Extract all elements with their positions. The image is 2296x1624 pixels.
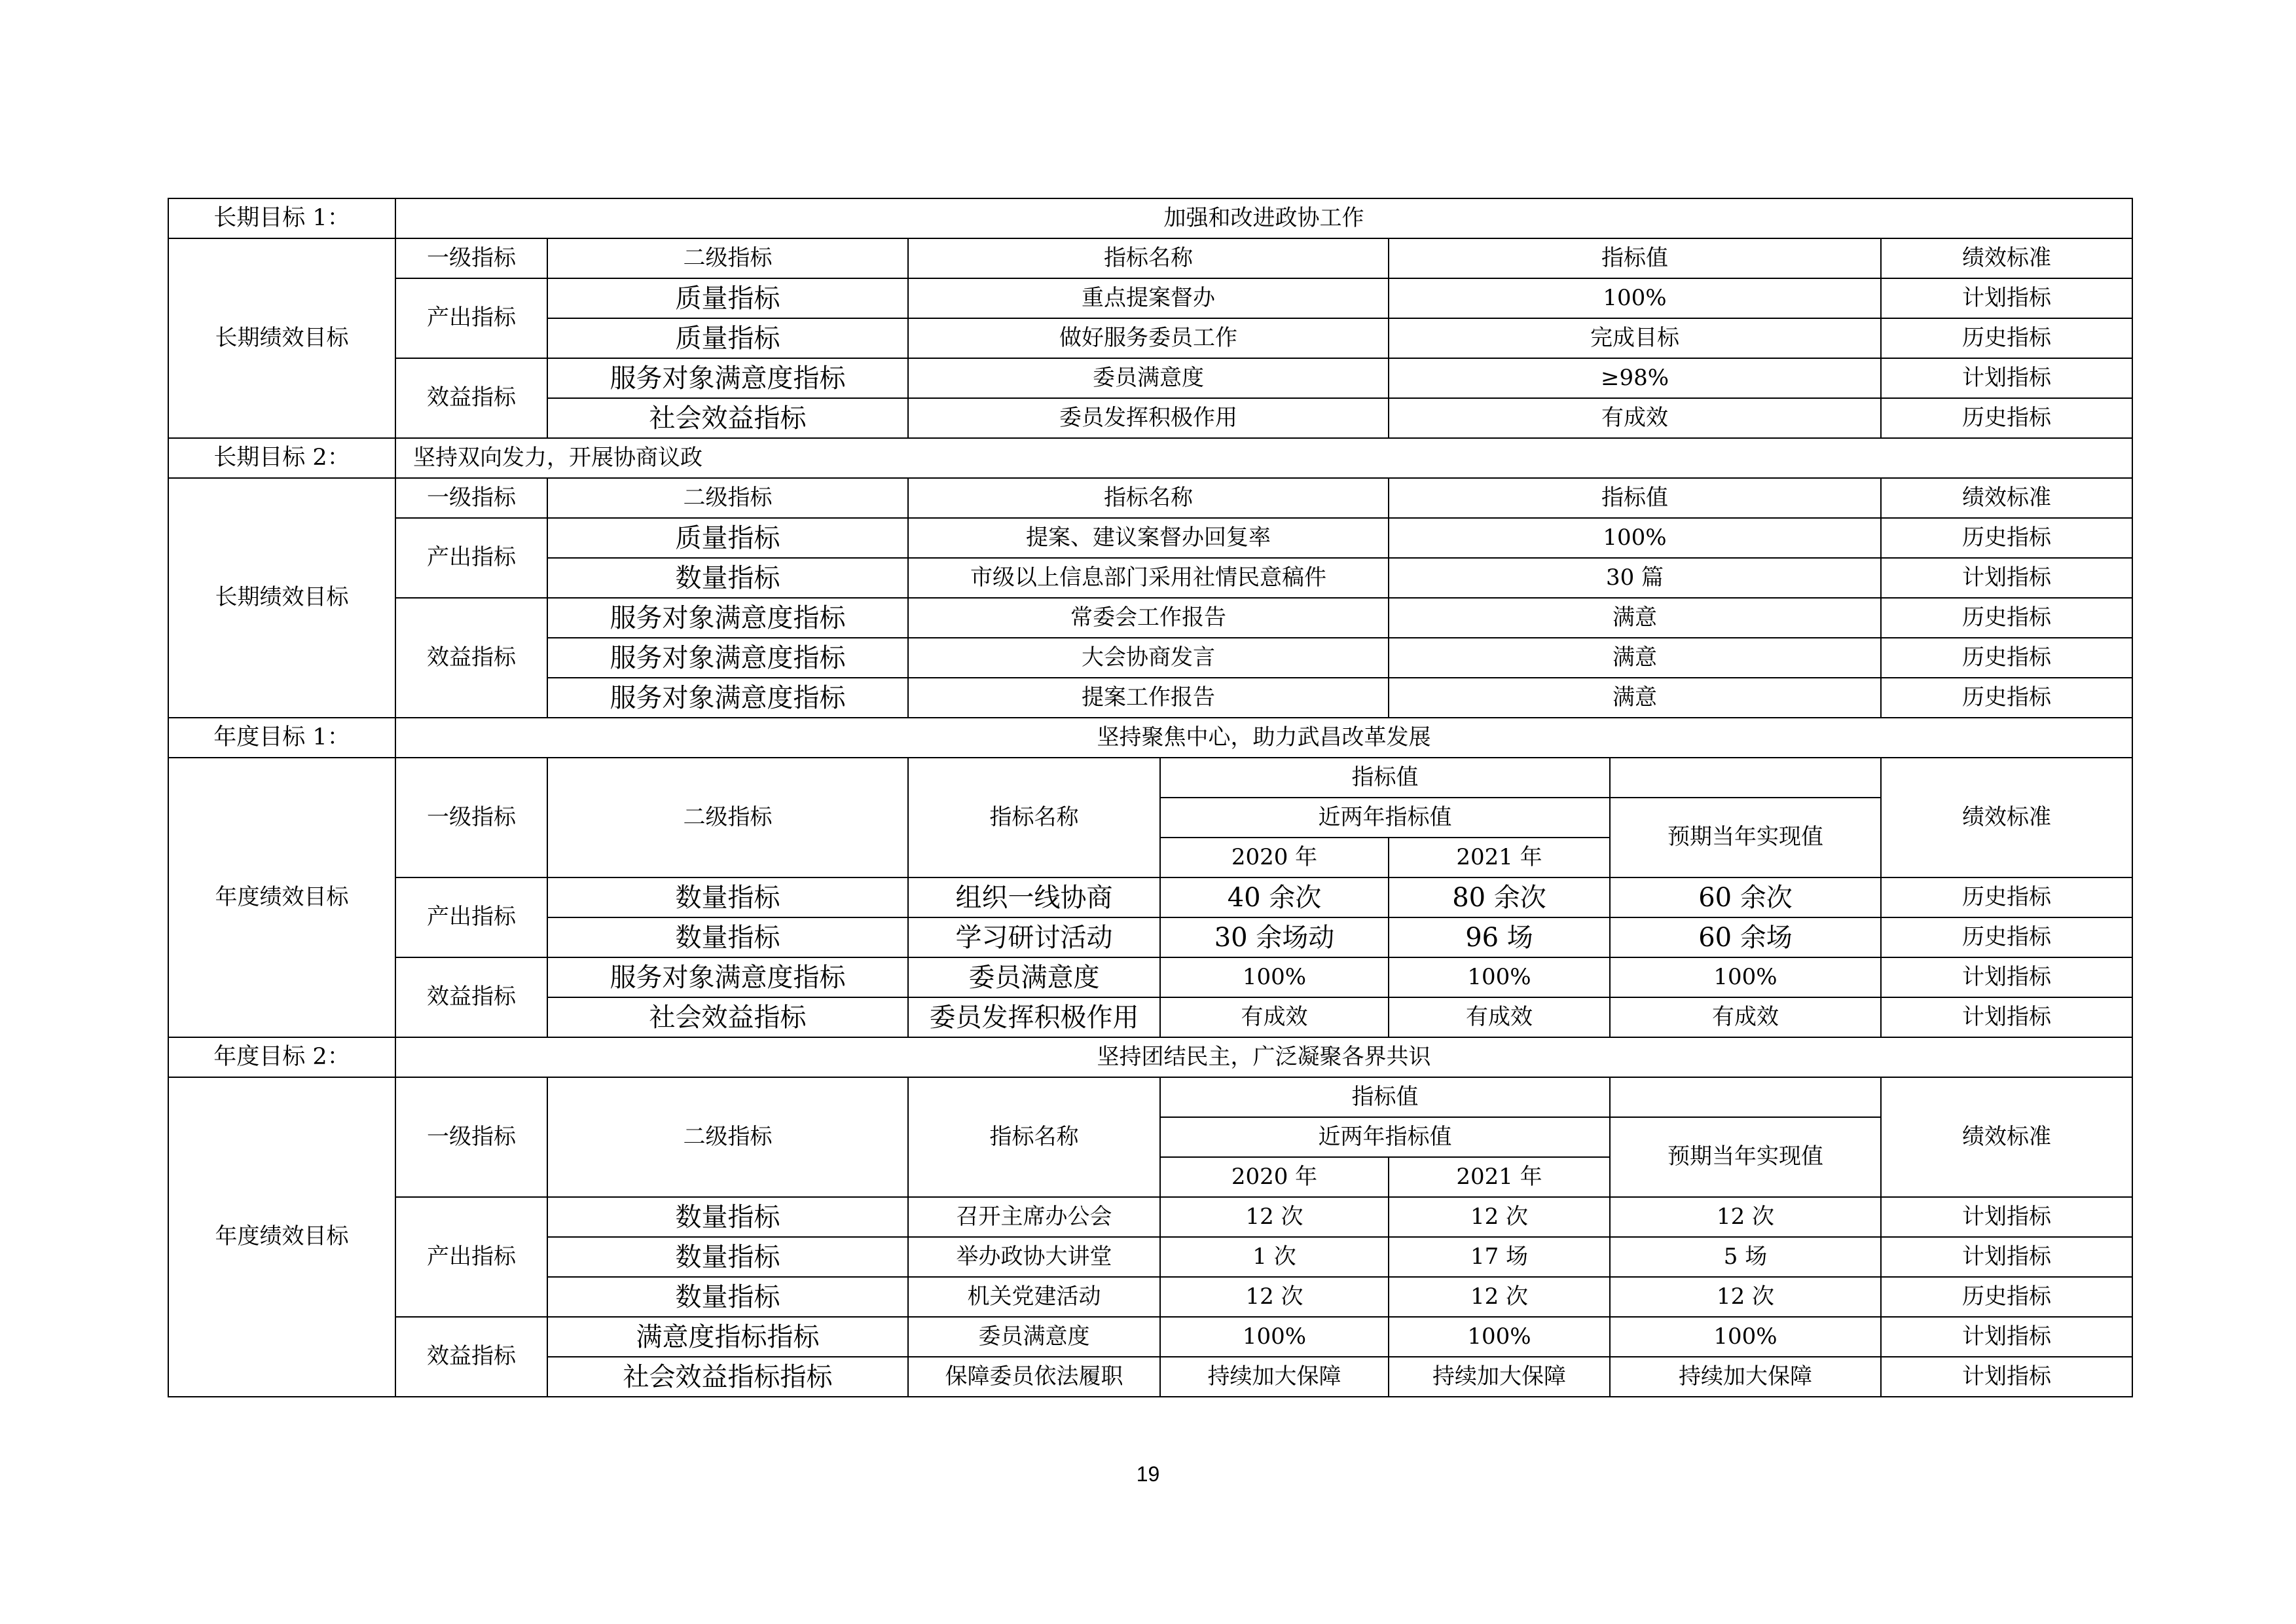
- header-indicator-name: 指标名称: [908, 238, 1389, 278]
- header-blank-cell: [1610, 1077, 1881, 1117]
- header-level1: 一级指标: [395, 758, 547, 877]
- value-2020: 12 次: [1160, 1197, 1389, 1237]
- indicator-name: 委员满意度: [908, 957, 1160, 997]
- header-standard: 绩效标准: [1881, 758, 2132, 877]
- table-row: [168, 877, 2132, 917]
- value-2020: 40 余次: [1160, 877, 1389, 917]
- indicator-name: 保障委员依法履职: [908, 1357, 1160, 1397]
- group-label: 效益指标: [395, 358, 547, 438]
- group-label: 效益指标: [395, 1317, 547, 1397]
- indicator-name: 做好服务委员工作: [908, 318, 1389, 358]
- indicator-name: 提案工作报告: [908, 678, 1389, 718]
- indicator-value: 100%: [1389, 518, 1881, 558]
- goal-label: 长期目标 2：: [168, 438, 395, 478]
- value-2020: 30 余场动: [1160, 917, 1389, 957]
- sub-indicator: 服务对象满意度指标: [547, 358, 908, 398]
- indicator-name: 委员满意度: [908, 1317, 1160, 1357]
- performance-standard: 计划指标: [1881, 1357, 2132, 1397]
- sub-indicator: 质量指标: [547, 278, 908, 318]
- goal-label: 年度目标 1：: [168, 718, 395, 758]
- header-expected-value: 预期当年实现值: [1610, 1117, 1881, 1197]
- performance-standard: 计划指标: [1881, 278, 2132, 318]
- goal-row: [168, 1037, 2132, 1077]
- header-level1: 一级指标: [395, 1077, 547, 1197]
- indicator-name: 机关党建活动: [908, 1277, 1160, 1317]
- block-label: 年度绩效目标: [168, 1077, 395, 1397]
- indicator-name: 举办政协大讲堂: [908, 1237, 1160, 1277]
- header-recent-values: 近两年指标值: [1160, 798, 1610, 838]
- value-2020: 100%: [1160, 957, 1389, 997]
- sub-indicator: 质量指标: [547, 518, 908, 558]
- expected-value: 持续加大保障: [1610, 1357, 1881, 1397]
- block-label: 长期绩效目标: [168, 238, 395, 438]
- header-level1: 一级指标: [395, 238, 547, 278]
- indicator-value: 满意: [1389, 678, 1881, 718]
- indicator-name: 重点提案督办: [908, 278, 1389, 318]
- goal-label: 长期目标 1：: [168, 198, 395, 238]
- performance-standard: 历史指标: [1881, 638, 2132, 678]
- goal-row: [168, 718, 2132, 758]
- expected-value: 100%: [1610, 1317, 1881, 1357]
- value-2021: 96 场: [1389, 917, 1610, 957]
- header-year-2021: 2021 年: [1389, 1157, 1610, 1197]
- header-blank-cell: [1610, 758, 1881, 798]
- value-2021: 持续加大保障: [1389, 1357, 1610, 1397]
- performance-standard: 历史指标: [1881, 398, 2132, 438]
- performance-standard: 历史指标: [1881, 877, 2132, 917]
- sub-indicator: 数量指标: [547, 1197, 908, 1237]
- sub-indicator: 服务对象满意度指标: [547, 957, 908, 997]
- value-2020: 有成效: [1160, 997, 1389, 1037]
- sub-indicator: 数量指标: [547, 917, 908, 957]
- performance-standard: 历史指标: [1881, 1277, 2132, 1317]
- group-label: 产出指标: [395, 1197, 547, 1317]
- table-row: [168, 1317, 2132, 1357]
- goal-text: 加强和改进政协工作: [395, 198, 2132, 238]
- sub-indicator: 社会效益指标: [547, 398, 908, 438]
- performance-standard: 计划指标: [1881, 1197, 2132, 1237]
- header-row: [168, 238, 2132, 278]
- block-label: 长期绩效目标: [168, 478, 395, 718]
- performance-standard: 计划指标: [1881, 1317, 2132, 1357]
- header-year-2020: 2020 年: [1160, 838, 1389, 877]
- expected-value: 60 余次: [1610, 877, 1881, 917]
- group-label: 产出指标: [395, 518, 547, 598]
- indicator-name: 提案、建议案督办回复率: [908, 518, 1389, 558]
- indicator-value: 完成目标: [1389, 318, 1881, 358]
- indicator-value: 有成效: [1389, 398, 1881, 438]
- sub-indicator: 数量指标: [547, 1277, 908, 1317]
- header-indicator-value: 指标值: [1160, 1077, 1610, 1117]
- header-recent-values: 近两年指标值: [1160, 1117, 1610, 1157]
- goal-text: 坚持聚焦中心，助力武昌改革发展: [395, 718, 2132, 758]
- group-label: 产出指标: [395, 278, 547, 358]
- value-2020: 持续加大保障: [1160, 1357, 1389, 1397]
- table-row: [168, 278, 2132, 318]
- table-row: [168, 1197, 2132, 1237]
- indicator-name: 大会协商发言: [908, 638, 1389, 678]
- performance-standard: 计划指标: [1881, 1237, 2132, 1277]
- goal-row: [168, 438, 2132, 478]
- header-level2: 二级指标: [547, 1077, 908, 1197]
- table-row: [168, 358, 2132, 398]
- header-row: [168, 1077, 2132, 1117]
- table-row: [168, 598, 2132, 638]
- group-label: 效益指标: [395, 598, 547, 718]
- header-indicator-name: 指标名称: [908, 758, 1160, 877]
- header-level2: 二级指标: [547, 478, 908, 518]
- performance-table-container: [168, 198, 2132, 1397]
- header-level2: 二级指标: [547, 238, 908, 278]
- value-2021: 有成效: [1389, 997, 1610, 1037]
- header-standard: 绩效标准: [1881, 238, 2132, 278]
- performance-standard: 历史指标: [1881, 598, 2132, 638]
- indicator-value: ≥98%: [1389, 358, 1881, 398]
- indicator-name: 学习研讨活动: [908, 917, 1160, 957]
- indicator-name: 常委会工作报告: [908, 598, 1389, 638]
- sub-indicator: 服务对象满意度指标: [547, 638, 908, 678]
- header-year-2020: 2020 年: [1160, 1157, 1389, 1197]
- header-year-2021: 2021 年: [1389, 838, 1610, 877]
- header-row: [168, 478, 2132, 518]
- indicator-name: 委员满意度: [908, 358, 1389, 398]
- sub-indicator: 满意度指标指标: [547, 1317, 908, 1357]
- goal-row: [168, 198, 2132, 238]
- expected-value: 60 余场: [1610, 917, 1881, 957]
- expected-value: 100%: [1610, 957, 1881, 997]
- sub-indicator: 社会效益指标: [547, 997, 908, 1037]
- indicator-value: 满意: [1389, 638, 1881, 678]
- block-label: 年度绩效目标: [168, 758, 395, 1037]
- header-row: [168, 758, 2132, 798]
- performance-standard: 计划指标: [1881, 957, 2132, 997]
- table-row: [168, 518, 2132, 558]
- expected-value: 5 场: [1610, 1237, 1881, 1277]
- indicator-value: 满意: [1389, 598, 1881, 638]
- sub-indicator: 数量指标: [547, 1237, 908, 1277]
- header-standard: 绩效标准: [1881, 1077, 2132, 1197]
- header-expected-value: 预期当年实现值: [1610, 798, 1881, 877]
- header-indicator-value: 指标值: [1389, 238, 1881, 278]
- goal-label: 年度目标 2：: [168, 1037, 395, 1077]
- header-level1: 一级指标: [395, 478, 547, 518]
- value-2021: 12 次: [1389, 1277, 1610, 1317]
- performance-standard: 历史指标: [1881, 678, 2132, 718]
- group-label: 效益指标: [395, 957, 547, 1037]
- sub-indicator: 社会效益指标指标: [547, 1357, 908, 1397]
- indicator-name: 召开主席办公会: [908, 1197, 1160, 1237]
- header-level2: 二级指标: [547, 758, 908, 877]
- page-number: 19: [1136, 1462, 1160, 1486]
- value-2021: 100%: [1389, 1317, 1610, 1357]
- indicator-name: 组织一线协商: [908, 877, 1160, 917]
- value-2021: 100%: [1389, 957, 1610, 997]
- indicator-name: 委员发挥积极作用: [908, 398, 1389, 438]
- value-2021: 80 余次: [1389, 877, 1610, 917]
- sub-indicator: 数量指标: [547, 877, 908, 917]
- performance-standard: 历史指标: [1881, 917, 2132, 957]
- performance-standard: 计划指标: [1881, 358, 2132, 398]
- header-standard: 绩效标准: [1881, 478, 2132, 518]
- value-2020: 12 次: [1160, 1277, 1389, 1317]
- indicator-value: 30 篇: [1389, 558, 1881, 598]
- expected-value: 12 次: [1610, 1277, 1881, 1317]
- table-row: [168, 957, 2132, 997]
- performance-standard: 历史指标: [1881, 318, 2132, 358]
- group-label: 产出指标: [395, 877, 547, 957]
- performance-goals-table: [168, 198, 2133, 1397]
- indicator-value: 100%: [1389, 278, 1881, 318]
- value-2021: 12 次: [1389, 1197, 1610, 1237]
- performance-standard: 计划指标: [1881, 558, 2132, 598]
- header-indicator-name: 指标名称: [908, 478, 1389, 518]
- goal-text: 坚持团结民主，广泛凝聚各界共识: [395, 1037, 2132, 1077]
- performance-standard: 计划指标: [1881, 997, 2132, 1037]
- value-2020: 1 次: [1160, 1237, 1389, 1277]
- sub-indicator: 质量指标: [547, 318, 908, 358]
- value-2020: 100%: [1160, 1317, 1389, 1357]
- sub-indicator: 服务对象满意度指标: [547, 598, 908, 638]
- value-2021: 17 场: [1389, 1237, 1610, 1277]
- sub-indicator: 服务对象满意度指标: [547, 678, 908, 718]
- sub-indicator: 数量指标: [547, 558, 908, 598]
- expected-value: 有成效: [1610, 997, 1881, 1037]
- header-indicator-name: 指标名称: [908, 1077, 1160, 1197]
- header-indicator-value: 指标值: [1389, 478, 1881, 518]
- goal-text: 坚持双向发力，开展协商议政: [395, 438, 2132, 478]
- performance-standard: 历史指标: [1881, 518, 2132, 558]
- header-indicator-value: 指标值: [1160, 758, 1610, 798]
- indicator-name: 委员发挥积极作用: [908, 997, 1160, 1037]
- expected-value: 12 次: [1610, 1197, 1881, 1237]
- indicator-name: 市级以上信息部门采用社情民意稿件: [908, 558, 1389, 598]
